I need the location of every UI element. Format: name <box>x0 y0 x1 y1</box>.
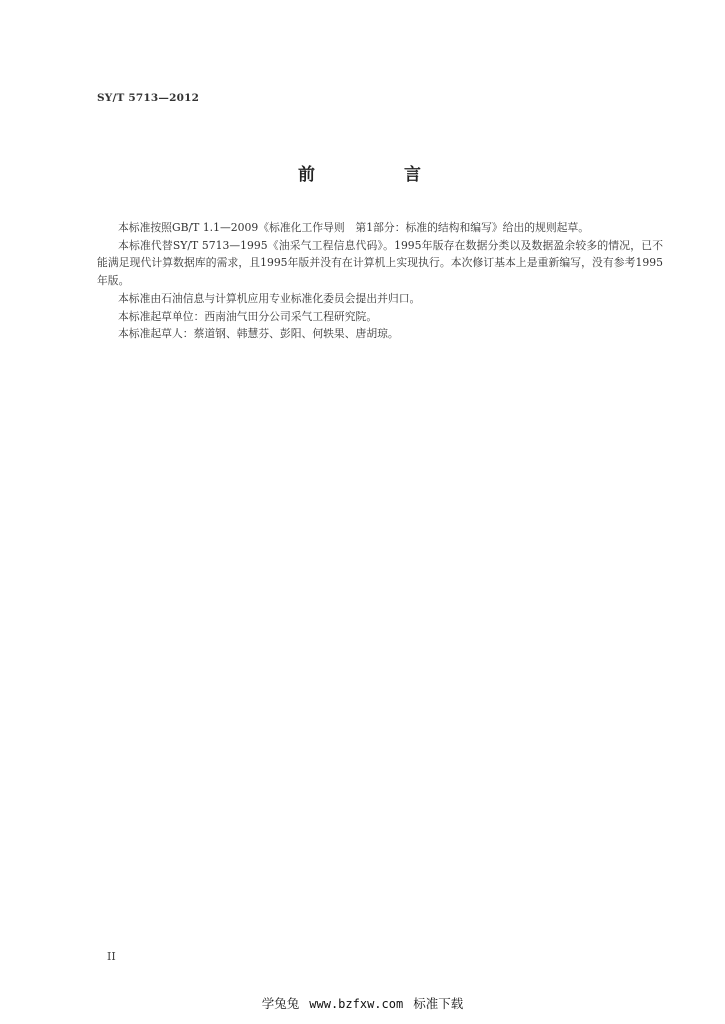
footer-url[interactable]: www.bzfxw.com <box>309 997 404 1011</box>
paragraph: 本标准按照GB/T 1.1—2009《标准化工作导则 第1部分：标准的结构和编写》给出的规则起草。 <box>118 221 590 234</box>
paragraph: 本标准代替SY/T 5713—1995《油采气工程信息代码》。1995年版存在数据分类以及数据盈余较多的情况，已不能满足现代计算数据库的需求，且1995年版并没有在计算机上实现执行。本次修订基本上是重新编写，没有参考1995年版。 <box>97 238 663 288</box>
paragraph: 本标准起草人：蔡道钢、韩慧芬、彭阳、何轶果、唐胡琼。 <box>118 327 399 341</box>
footer-watermark <box>0 994 725 1012</box>
paragraph: 本标准起草单位：西南油气田分公司采气工程研究院。 <box>118 309 378 323</box>
footer-site-name: 学兔兔 <box>261 996 300 1011</box>
page-number: II <box>107 950 116 963</box>
page-title: 前 言 <box>298 165 457 185</box>
foreword-body <box>97 219 663 343</box>
paragraph: 本标准由石油信息与计算机应用专业标准化委员会提出并归口。 <box>118 291 421 305</box>
footer-suffix: 标准下载 <box>413 996 464 1011</box>
standard-code: SY/T 5713—2012 <box>97 92 200 104</box>
